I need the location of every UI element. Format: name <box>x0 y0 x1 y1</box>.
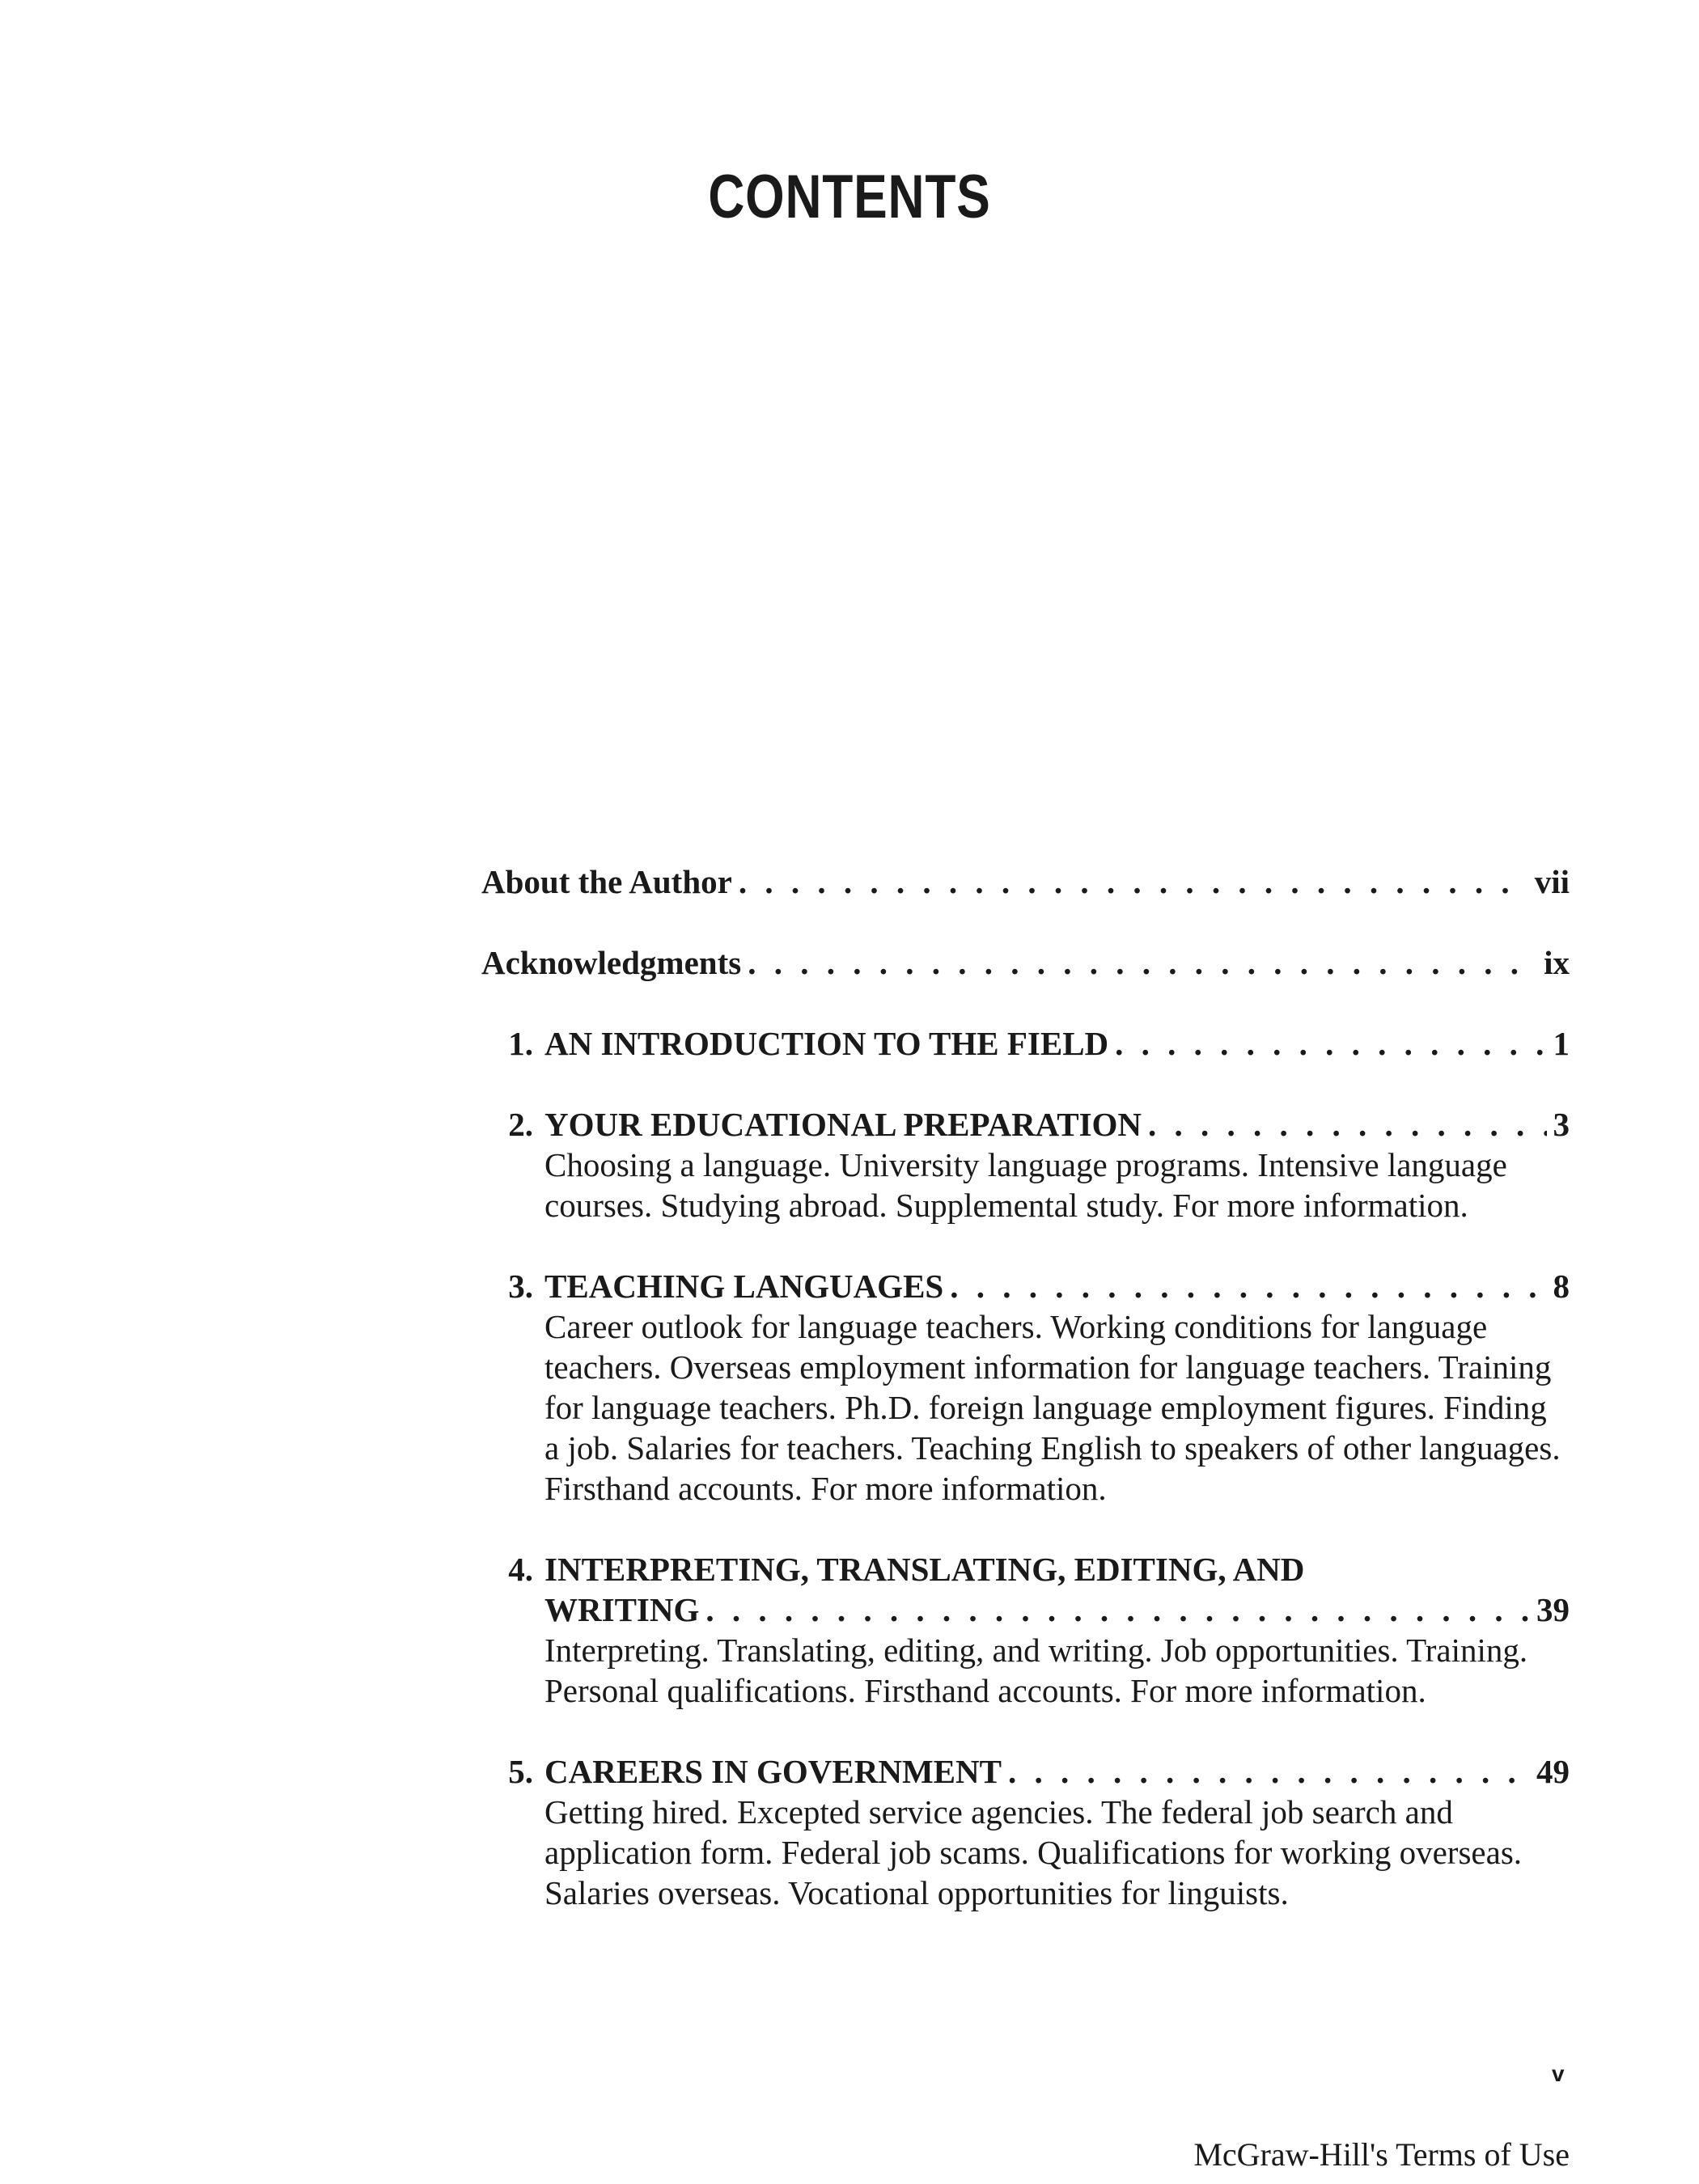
toc-entry-chapter-4[interactable] <box>481 1549 1570 1711</box>
chapter-title: WRITING <box>544 1591 700 1628</box>
toc-entry-acknowledgments[interactable] <box>481 942 1570 983</box>
chapter-number: 2. <box>508 1106 533 1143</box>
toc-entry-chapter-2[interactable] <box>481 1104 1570 1225</box>
entry-title: Acknowledgments <box>481 944 742 981</box>
dot-leader <box>1115 1023 1546 1064</box>
toc-entry-chapter-1[interactable] <box>481 1023 1570 1064</box>
toc-entry-about-author[interactable] <box>481 861 1570 902</box>
terms-of-use-link[interactable]: McGraw-Hill's Terms of Use <box>1193 2136 1570 2173</box>
chapter-description: Getting hired. Excepted service agencies. The federal job search and application form. Federal job scams. Qualifications for working overseas. Salaries overseas. Vocational opportunities for linguists. <box>544 1793 1523 1911</box>
toc-entry-chapter-5[interactable] <box>481 1751 1570 1913</box>
page-number: ix <box>1544 944 1570 981</box>
chapter-description: Career outlook for language teachers. Working conditions for language teachers. Overseas employment information for language teachers. Training for language teachers. Ph.D. foreign language employment figures. Finding a job. Salaries for teachers. Teaching English to speakers of other languages. Firsthand accounts. For more information. <box>544 1308 1561 1507</box>
dot-leader <box>748 942 1537 983</box>
chapter-title: YOUR EDUCATIONAL PREPARATION <box>544 1106 1142 1143</box>
chapter-title: TEACHING LANGUAGES <box>544 1268 944 1305</box>
chapter-title-line-1: INTERPRETING, TRANSLATING, EDITING, AND <box>544 1551 1305 1588</box>
page-number: 1 <box>1553 1025 1570 1062</box>
page-number: vii <box>1534 863 1570 900</box>
folio-page-number: v <box>1552 2061 1565 2086</box>
page-number: 49 <box>1536 1753 1570 1790</box>
table-of-contents <box>481 861 1570 1953</box>
chapter-description: Choosing a language. University language programs. Intensive language courses. Studying abroad. Supplemental study. For more information. <box>544 1146 1507 1224</box>
chapter-title: CAREERS IN GOVERNMENT <box>544 1753 1002 1790</box>
dot-leader <box>705 1589 1530 1630</box>
page-number: 8 <box>1553 1268 1570 1305</box>
toc-entry-chapter-3[interactable] <box>481 1266 1570 1509</box>
page-number: 3 <box>1553 1106 1570 1143</box>
page-number: 39 <box>1536 1591 1570 1628</box>
dot-leader <box>1008 1751 1530 1792</box>
page-title: CONTENTS <box>708 163 991 231</box>
chapter-title: AN INTRODUCTION TO THE FIELD <box>544 1025 1109 1062</box>
dot-leader <box>950 1266 1546 1306</box>
chapter-description: Interpreting. Translating, editing, and writing. Job opportunities. Training. Personal qualifications. Firsthand accounts. For more information. <box>544 1632 1528 1709</box>
dot-leader <box>739 861 1528 902</box>
chapter-number: 5. <box>508 1753 533 1790</box>
dot-leader <box>1148 1104 1546 1145</box>
chapter-number: 3. <box>508 1268 533 1305</box>
chapter-number: 4. <box>508 1551 533 1588</box>
entry-title: About the Author <box>481 863 732 900</box>
chapter-number: 1. <box>508 1025 533 1062</box>
